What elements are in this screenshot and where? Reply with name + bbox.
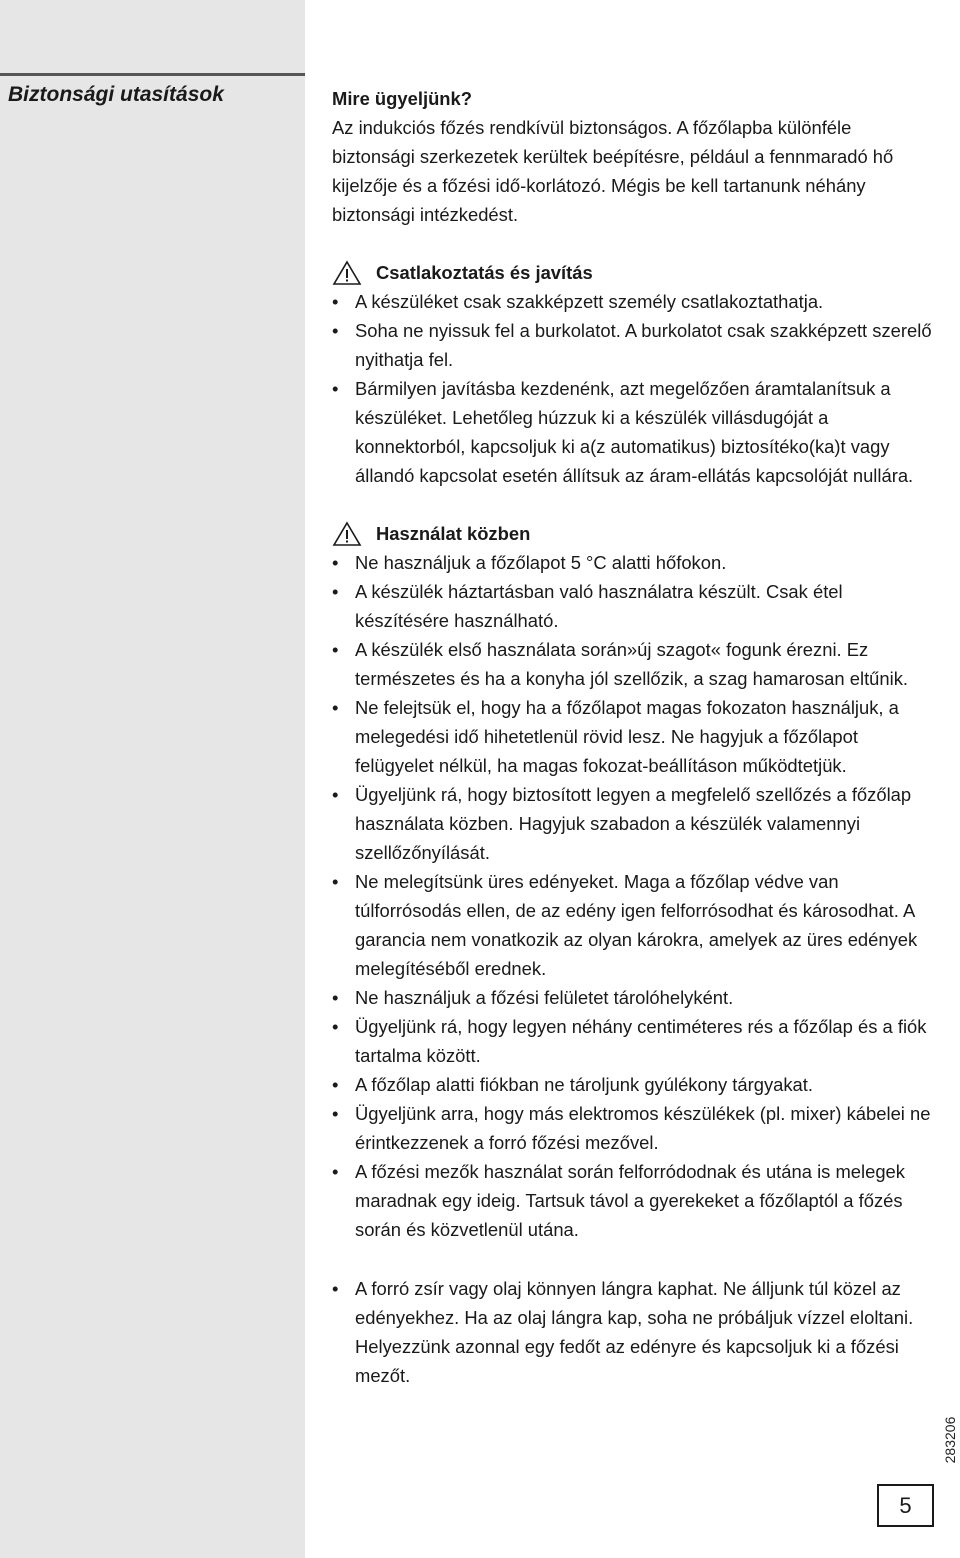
list-item [332,867,932,983]
bullet: • [332,378,339,399]
list-item-text: Ne használjuk a főzési felületet tárolóhelyként. [355,987,734,1008]
list-item-text: Ügyeljünk arra, hogy más elektromos készülékek (pl. mixer) kábelei ne érintkezzenek a forró főzési mezővel. [355,1103,931,1153]
usage-list [332,548,932,1244]
list-item-text: Ügyeljünk rá, hogy legyen néhány centiméteres rés a főzőlap és a fiók tartalma között. [355,1016,927,1066]
list-item-text: A főzési mezők használat során felforródodnak és utána is melegek maradnak egy ideig. Tartsuk távol a gyerekeket a főzőlaptól a főzés során és közvetlenül utána. [355,1161,905,1240]
bullet: • [332,1278,339,1299]
list-item [332,577,932,635]
bullet: • [332,581,339,602]
usage-section [332,519,932,1244]
bullet: • [332,784,339,805]
bullet: • [332,1074,339,1095]
list-item [332,374,932,490]
list-item [332,693,932,780]
list-item-text: Ügyeljünk rá, hogy biztosított legyen a megfelelő szellőzés a főzőlap használata közben. Hagyjuk szabadon a készülék valamennyi szellőzőnyílását. [355,784,912,863]
list-item-text: Bármilyen javításba kezdenénk, azt megelőzően áramtalanítsuk a készüléket. Lehetőleg húzzuk ki a készülék villásdugóját a konnektorból, kapcsoljuk ki a(z automatikus) biztosítéko(ka)t vagy állandó kapcsolat esetén állítsuk az áram-ellátás kapcsolóját nullára. [355,378,914,486]
document-code: 283206 [942,1416,958,1464]
list-item-text: Soha ne nyissuk fel a burkolatot. A burkolatot csak szakképzett szerelő nyithatja fel. [355,320,932,370]
list-item [332,1012,932,1070]
bullet: • [332,639,339,660]
usage-title: Használat közben [376,523,531,544]
bullet: • [332,320,339,341]
connection-repair-list [332,287,932,490]
list-item [332,780,932,867]
list-item [332,635,932,693]
list-item [332,287,932,316]
list-item-text: Ne melegítsünk üres edényeket. Maga a főzőlap védve van túlforrósodás ellen, de az edény igen felforrósodhat és károsodhat. A garancia nem vonatkozik az olyan károkra, amelyek az üres edények melegítéséből erednek. [355,871,918,979]
bullet: • [332,1103,339,1124]
bullet: • [332,552,339,573]
bullet: • [332,1161,339,1182]
bullet: • [332,987,339,1008]
connection-repair-heading [332,258,932,287]
fire-section [332,1274,932,1390]
list-item-text: A főzőlap alatti fiókban ne tároljunk gyúlékony tárgyakat. [355,1074,814,1095]
list-item [332,1274,932,1390]
list-item-text: A készülék háztartásban való használatra készült. Csak étel készítésére használható. [355,581,843,631]
fire-list [332,1274,932,1390]
list-item [332,1157,932,1244]
bullet: • [332,291,339,312]
list-item-text: A készülék első használata során»új szagot« fogunk érezni. Ez természetes és ha a konyha jól szellőzik, a szag hamarosan eltűnik. [355,639,909,689]
connection-repair-section [332,258,932,490]
page-number: 5 [877,1484,934,1527]
list-item [332,1099,932,1157]
bullet: • [332,1016,339,1037]
bullet: • [332,697,339,718]
intro-text: Az indukciós főzés rendkívül biztonságos. A főzőlapba különféle biztonsági szerkezetek kerültek beépítésre, például a fennmaradó hő kijelzője és a főzési idő-korlátozó. Mégis be kell tartanunk néhány biztonsági intézkedést. [332,117,894,225]
list-item-text: Ne felejtsük el, hogy ha a főzőlapot magas fokozaton használjuk, a melegedési idő hihetetlenül rövid lesz. Ne hagyjuk a főzőlapot felügyelet nélkül, ha magas fokozat-beállításon működtetjük. [355,697,899,776]
main-content [332,84,932,1390]
sidebar-column [0,0,305,1558]
warning-triangle-icon [332,260,362,286]
list-item [332,1070,932,1099]
intro-heading: Mire ügyeljünk? [332,88,472,109]
connection-repair-title: Csatlakoztatás és javítás [376,262,593,283]
usage-heading [332,519,932,548]
bullet: • [332,871,339,892]
list-item-text: A készüléket csak szakképzett személy csatlakoztathatja. [355,291,824,312]
list-item-text: A forró zsír vagy olaj könnyen lángra kaphat. Ne álljunk túl közel az edényekhez. Ha az olaj lángra kap, soha ne próbáljuk vízzel eloltani. Helyezzünk azonnal egy fedőt az edényre és kapcsoljuk ki a főzési mezőt. [355,1278,914,1386]
list-item [332,983,932,1012]
list-item [332,316,932,374]
section-title: Biztonsági utasítások [8,83,224,106]
header-rule [0,73,305,76]
list-item [332,548,932,577]
warning-triangle-icon [332,521,362,547]
list-item-text: Ne használjuk a főzőlapot 5 °C alatti hőfokon. [355,552,727,573]
